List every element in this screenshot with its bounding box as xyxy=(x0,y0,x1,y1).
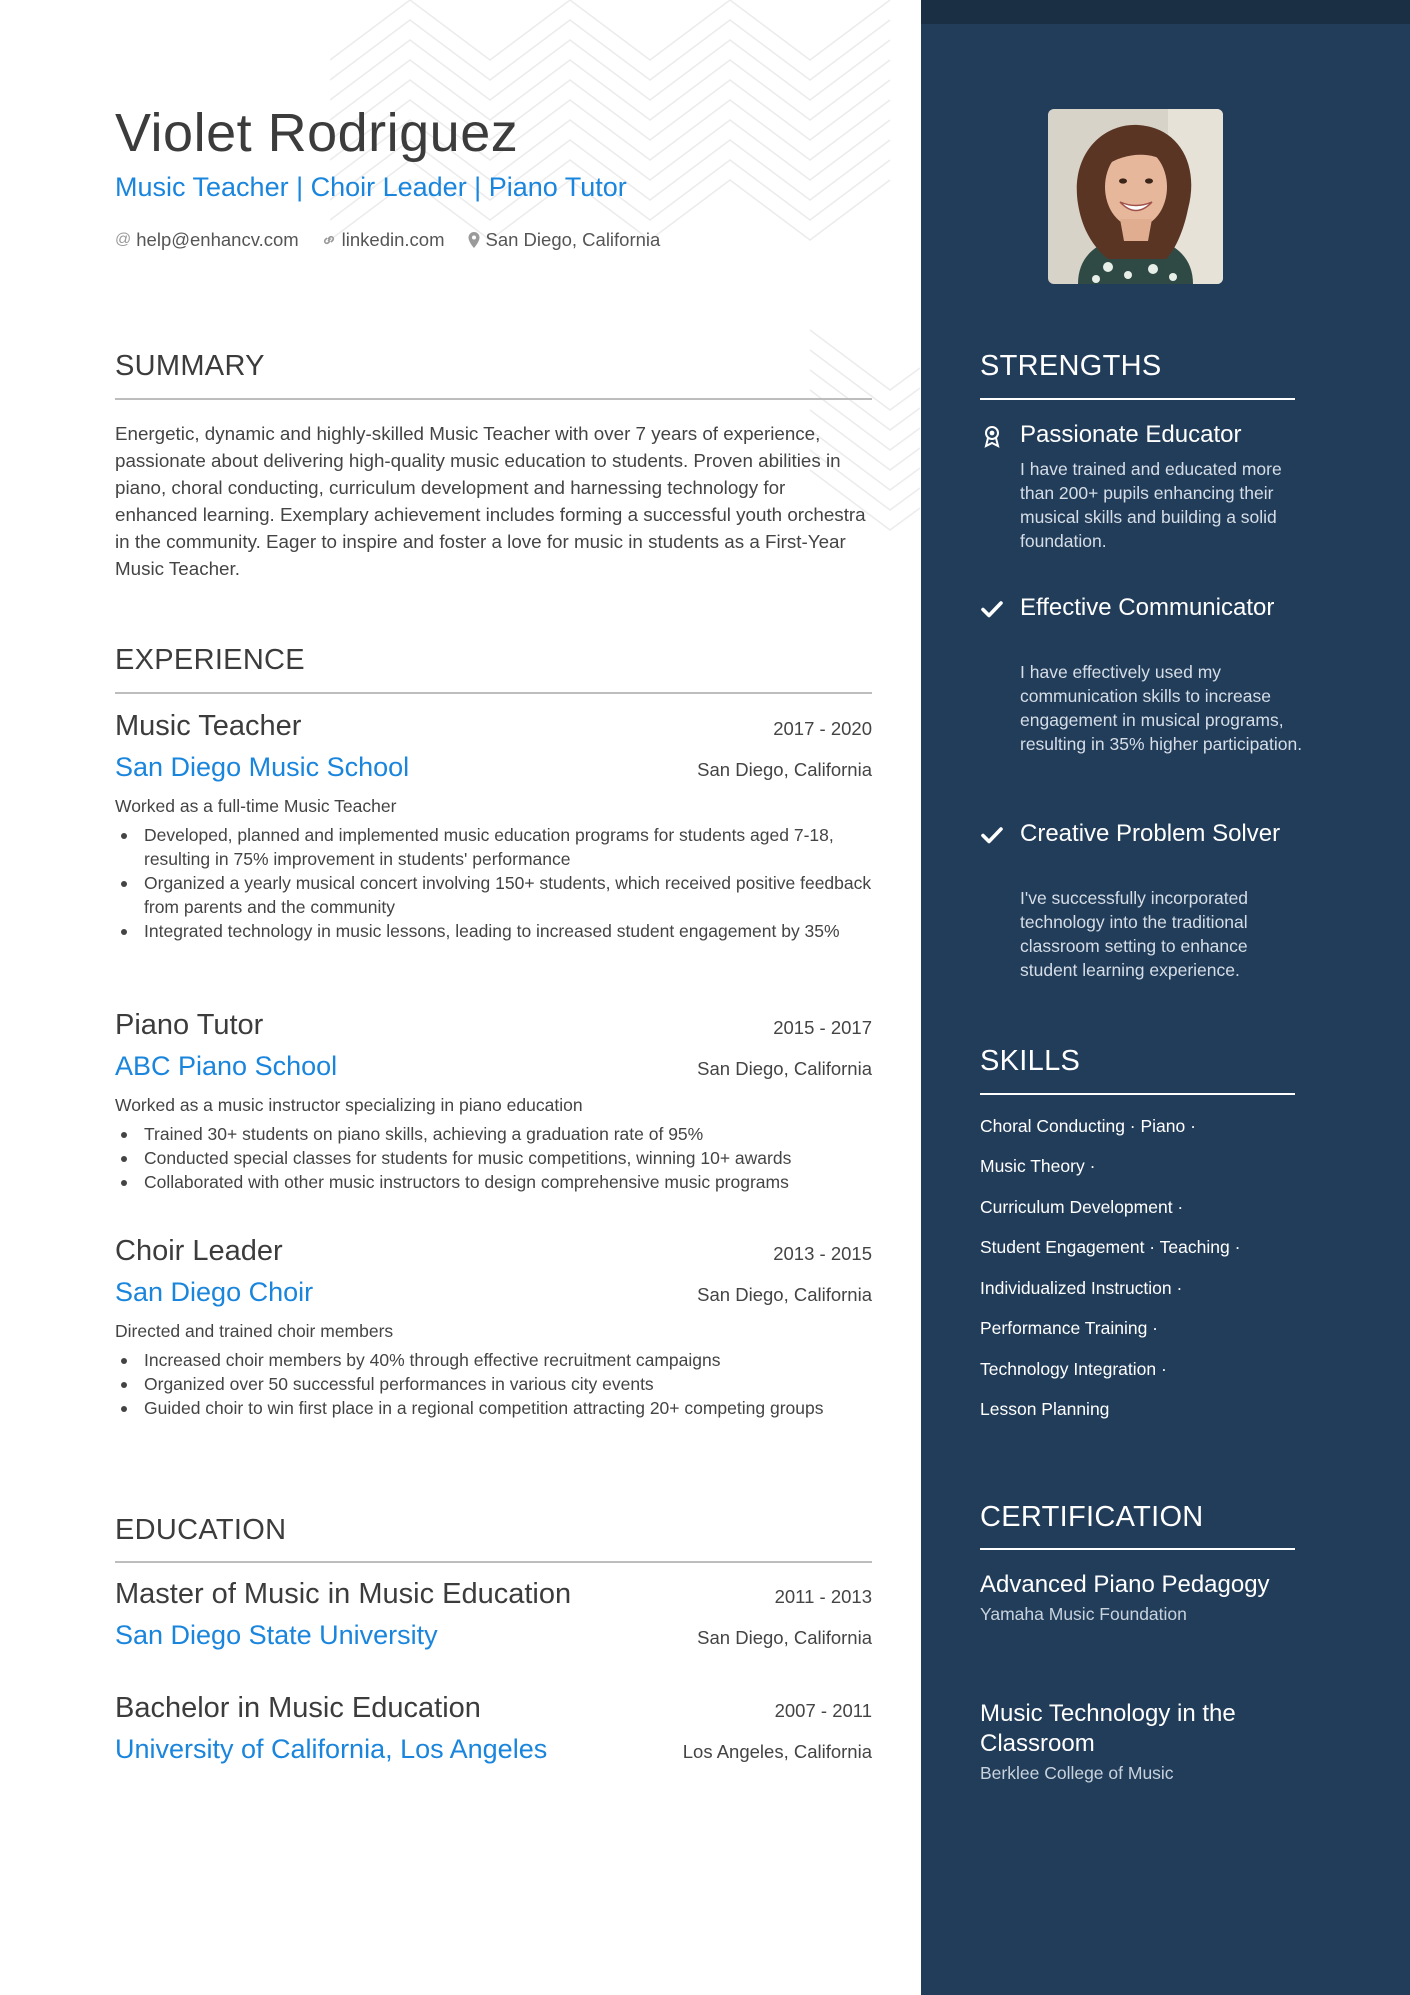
certification-name: Music Technology in the Classroom xyxy=(980,1700,1236,1757)
job-dates: 2013 - 2015 xyxy=(773,1243,872,1264)
job-org: San Diego Choir xyxy=(115,1277,314,1307)
check-icon xyxy=(980,597,1004,621)
contact-email[interactable] xyxy=(115,229,299,251)
at-icon: @ xyxy=(115,231,132,248)
experience-heading: EXPERIENCE xyxy=(115,644,305,676)
certification-heading: CERTIFICATION xyxy=(980,1501,1204,1533)
strength-name: Effective Communicator xyxy=(1020,594,1275,621)
job-description: Worked as a full-time Music Teacher xyxy=(115,796,397,816)
bullet-item: Collaborated with other music instructors to design comprehensive music programs xyxy=(115,1170,872,1194)
job-dates: 2015 - 2017 xyxy=(773,1017,872,1038)
education-heading: EDUCATION xyxy=(115,1514,287,1546)
job-description: Worked as a music instructor specializing in piano education xyxy=(115,1095,583,1115)
email-text: help@enhancv.com xyxy=(136,229,299,250)
bullet-item: Trained 30+ students on piano skills, achieving a graduation rate of 95% xyxy=(115,1122,872,1146)
certification-org: Berklee College of Music xyxy=(980,1763,1174,1783)
job-location: San Diego, California xyxy=(697,1284,872,1305)
skill-row: Lesson Planning xyxy=(980,1399,1110,1419)
strength-name: Passionate Educator xyxy=(1020,421,1242,448)
contact-linkedin[interactable] xyxy=(321,229,445,251)
certification-item xyxy=(980,1699,1300,1785)
job-bullets xyxy=(115,1348,872,1420)
profile-photo xyxy=(1048,109,1223,284)
school-name: San Diego State University xyxy=(115,1620,438,1650)
degree-dates: 2007 - 2011 xyxy=(774,1700,872,1721)
bullet-item: Organized over 50 successful performances in various city events xyxy=(115,1372,872,1396)
skill-row: Performance Training · xyxy=(980,1318,1158,1338)
certification-divider xyxy=(980,1548,1295,1550)
bullet-item: Guided choir to win first place in a regional competition attracting 20+ competing groups xyxy=(115,1396,872,1420)
skill-row: Choral Conducting · Piano · xyxy=(980,1116,1196,1136)
sidebar-top-band xyxy=(921,0,1410,24)
strength-description: I have trained and educated more than 200+ pupils enhancing their musical skills and building a solid foundation. xyxy=(1020,459,1282,551)
award-icon xyxy=(980,424,1004,448)
job-org: San Diego Music School xyxy=(115,752,410,782)
certification-name: Advanced Piano Pedagogy xyxy=(980,1571,1270,1598)
certification-org: Yamaha Music Foundation xyxy=(980,1604,1187,1624)
job-role: Choir Leader xyxy=(115,1235,283,1267)
sidebar xyxy=(921,0,1410,1995)
bullet-item: Integrated technology in music lessons, leading to increased student engagement by 35% xyxy=(115,919,872,943)
candidate-name: Violet Rodriguez xyxy=(115,103,519,163)
map-pin-icon xyxy=(467,231,481,249)
job-role: Piano Tutor xyxy=(115,1009,264,1041)
degree-dates: 2011 - 2013 xyxy=(774,1586,872,1607)
bullet-item: Conducted special classes for students for music competitions, winning 10+ awards xyxy=(115,1146,872,1170)
job-dates: 2017 - 2020 xyxy=(773,718,872,739)
link-icon xyxy=(321,232,337,248)
skills-heading: SKILLS xyxy=(980,1045,1081,1077)
degree-name: Bachelor in Music Education xyxy=(115,1692,481,1724)
contact-location xyxy=(467,229,661,251)
experience-divider xyxy=(115,692,872,694)
job-location: San Diego, California xyxy=(697,1058,872,1079)
job-description: Directed and trained choir members xyxy=(115,1321,394,1341)
skill-row: Curriculum Development · xyxy=(980,1197,1184,1217)
bullet-item: Organized a yearly musical concert involving 150+ students, which received positive feedback from parents and the community xyxy=(115,871,872,919)
skill-row: Music Theory · xyxy=(980,1156,1096,1176)
linkedin-text: linkedin.com xyxy=(341,229,445,250)
job-role: Music Teacher xyxy=(115,710,302,742)
skill-row: Student Engagement · Teaching · xyxy=(980,1237,1241,1257)
job-location: San Diego, California xyxy=(697,759,872,780)
summary-divider xyxy=(115,398,872,400)
bullet-item: Increased choir members by 40% through effective recruitment campaigns xyxy=(115,1348,872,1372)
strength-description: I have effectively used my communication skills to increase engagement in musical programs, resulting in 35% higher participation. xyxy=(1020,662,1303,754)
summary-text: Energetic, dynamic and highly-skilled Music Teacher with over 7 years of experience, passionate about delivering high-quality music education to students. Proven abilities in piano, choral conducting, curriculum development and harnessing technology for enhanced learning. Exemplary achievement includes forming a successful youth orchestra in the community. Eager to inspire and foster a love for music in students as a First-Year Music Teacher. xyxy=(115,423,866,579)
strength-description: I've successfully incorporated technology into the traditional classroom setting to enhance student learning experience. xyxy=(1020,888,1249,980)
strength-name: Creative Problem Solver xyxy=(1020,820,1281,847)
job-org: ABC Piano School xyxy=(115,1051,338,1081)
degree-name: Master of Music in Music Education xyxy=(115,1578,572,1610)
summary-heading: SUMMARY xyxy=(115,350,265,382)
school-location: Los Angeles, California xyxy=(682,1741,872,1762)
school-name: University of California, Los Angeles xyxy=(115,1734,548,1764)
location-text: San Diego, California xyxy=(485,229,661,250)
candidate-title: Music Teacher | Choir Leader | Piano Tutor xyxy=(115,172,627,202)
skill-row: Individualized Instruction · xyxy=(980,1278,1183,1298)
job-bullets xyxy=(115,1122,872,1194)
skill-row: Technology Integration · xyxy=(980,1359,1167,1379)
strengths-divider xyxy=(980,398,1295,400)
school-location: San Diego, California xyxy=(697,1627,872,1648)
contact-bar xyxy=(115,229,660,251)
education-divider xyxy=(115,1561,872,1563)
certification-item xyxy=(980,1570,1300,1626)
skills-divider xyxy=(980,1093,1295,1095)
strengths-heading: STRENGTHS xyxy=(980,350,1162,382)
bullet-item: Developed, planned and implemented music education programs for students aged 7-18, resulting in 75% improvement in students' performance xyxy=(115,823,872,871)
check-icon xyxy=(980,823,1004,847)
job-bullets xyxy=(115,823,872,943)
